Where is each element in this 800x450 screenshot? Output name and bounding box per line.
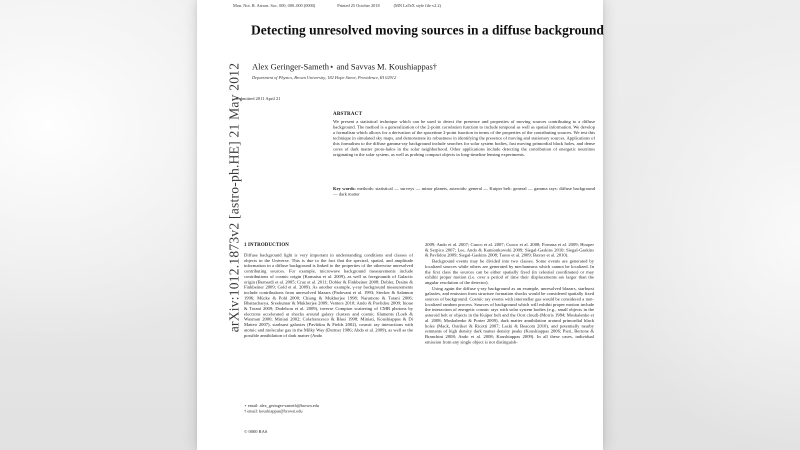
submitted-date: Submitted 2011 April 21 <box>236 96 281 101</box>
abstract-heading: ABSTRACT <box>333 111 363 117</box>
footnote-author-email-1: ⋆ email: alex_geringer-sameth@brown.edu <box>244 403 319 408</box>
intro-paragraph-2: Background events may be divided into two classes. Some events are generated by localized sources while others are generated by mechanisms which cannot be localized. In the first class the sources can be either spatially fixed (in celestial coordinates) or may exhibit proper motion (i.e. over a period of time their displacements are larger than the angular resolution of the detector). <box>425 258 594 285</box>
keywords-block <box>333 186 595 197</box>
running-header <box>233 3 593 8</box>
author-line: Alex Geringer-Sameth⋆ and Savvas M. Koushiappas† <box>252 62 438 72</box>
footnote-author-email-2: † email: koushiappas@brown.edu <box>244 408 303 414</box>
keywords-label: Key words: <box>333 186 356 191</box>
paper-title: Detecting unresolved moving sources in a diffuse background <box>251 22 604 38</box>
footnotes <box>244 403 414 414</box>
abstract-text: We present a statistical technique which can be used to detect the presence and properties of moving sources contributing to a diffuse background. The method is a generalization of the 2-point correlation function to include temporal as well as spatial information. We develop a formalism which allows for a derivation of the spacetime 2-point function in terms of the properties of the contributing sources. We test this technique in simulated sky maps, and demonstrate its robustness in identifying the presence of moving and stationary sources. Applications of this formalism to the diffuse gamma-ray background include searches for solar system bodies, fast moving primordial black holes, and dense cores of dark matter proto-halos in the solar neighborhood. Other applications include detecting the contribution of energetic neutrinos originating in the solar system, as well as probing compact objects in long-timeline lensing experiments. <box>333 119 595 157</box>
section-1-heading: 1 INTRODUCTION <box>244 242 289 248</box>
intro-paragraph-3: Using again the diffuse γ-ray background as an example, unresolved blazars, starburst galaxies, and emission from structure formation shocks would be considered spatially fixed sources of background. Cosmic ray events with interstellar gas would be considered a non-localized random process. Sources of background which will exhibit proper motion include the interaction of energetic cosmic rays with solar system bodies (e.g., small objects in the asteroid belt or objects in the Kuiper belt and the Oort cloud) (Morris 1984; Moskalenko et al. 2008; Moskalenko & Porter 2009), dark matter annihilation around primordial black holes (Mack, Ostriker & Ricotti 2007; Lacki & Beacom 2010), and potentially nearby remnants of high density dark matter density peaks (Koushiappas 2006; Pieri, Bertone & Branchini 2008; Ando et al. 2008; Koushiappas 2009). In all these cases, individual emission from any single object is not distinguish- <box>425 285 594 345</box>
arxiv-identifier-stamp: arXiv:1012.1873v2 [astro-ph.HE] 21 May 2012 <box>226 62 242 333</box>
right-column <box>425 242 594 345</box>
paper-page <box>197 0 603 450</box>
page-content <box>197 0 603 450</box>
printed-date: Printed 25 October 2018 <box>337 3 380 8</box>
left-column <box>244 242 413 345</box>
journal-reference: Mon. Not. R. Astron. Soc. 000, 000–000 (0000) <box>233 3 316 8</box>
two-column-body <box>244 242 594 345</box>
style-file-note: (MN LaTeX style file v2.2) <box>393 3 441 8</box>
copyright-notice: © 0000 RAS <box>244 429 268 434</box>
intro-paragraph-1: Diffuse background light is very important in understanding conditions and classes of objects in the Universe. This is due to the fact that the spectral, spatial, and amplitude information in a diffuse background is linked to the properties of the otherwise unresolved contributing sources. For example, microwave background measurements include contributions of cosmic origin (Komatsu et al. 2009), as well as foregrounds of Galactic origin (Bernardi et al. 2005; Cruz et al. 2011; Dobler & Finkbeiner 2008; Dobler, Draine & Finkbeiner 2009; Gold et al. 2009). As another example, γ-ray background measurements include contributions from unresolved blazars (Padovani et al. 1993; Stecker & Salamon 1996; Mücke & Pohl 2000; Chiang & Mukherjee 1998; Narumoto & Totani 2006; Bhattacharya, Sreekumar & Mukherjee 2009; Venters 2010; Ando & Pavlidou 2009; Inoue & Totani 2009; Dodelson et al. 2009), inverse Compton scattering of CMB photons by electrons accelerated at shocks around galaxy clusters and cosmic filaments (Loeb & Waxman 2000; Miniati 2002; Colafrancesco & Blasi 1998; Miniati, Koushiappas & Di Matteo 2007), starburst galaxies (Pavlidou & Fields 2002), cosmic ray interactions with atomic and molecular gas in the Milky Way (Dermer 1986; Abdo et al. 2009), as well as the possible annihilation of dark matter (Ando <box>244 252 413 338</box>
keywords-text: methods: statistical — surveys — minor planets, asteroids: general — Kuiper belt: general — gamma rays: diffuse background — dark matter <box>333 186 596 197</box>
intro-paragraph-1-continued: 2009; Ando et al. 2007; Cuoco et al. 2007; Cuoco et al. 2008; Fornasa et al. 2009; Hooper & Serpico 2007; Lee, Ando & Kamionkowski 2009; Siegal-Gaskins 2010; Siegal-Gaskins & Pavlidou 2009; Siegal-Gaskins 2008; Taoso et al. 2009; Baxter et al. 2010). <box>425 242 594 258</box>
affiliation-line: Department of Physics, Brown University, 182 Hope Street, Providence, RI 02912 <box>252 75 397 80</box>
